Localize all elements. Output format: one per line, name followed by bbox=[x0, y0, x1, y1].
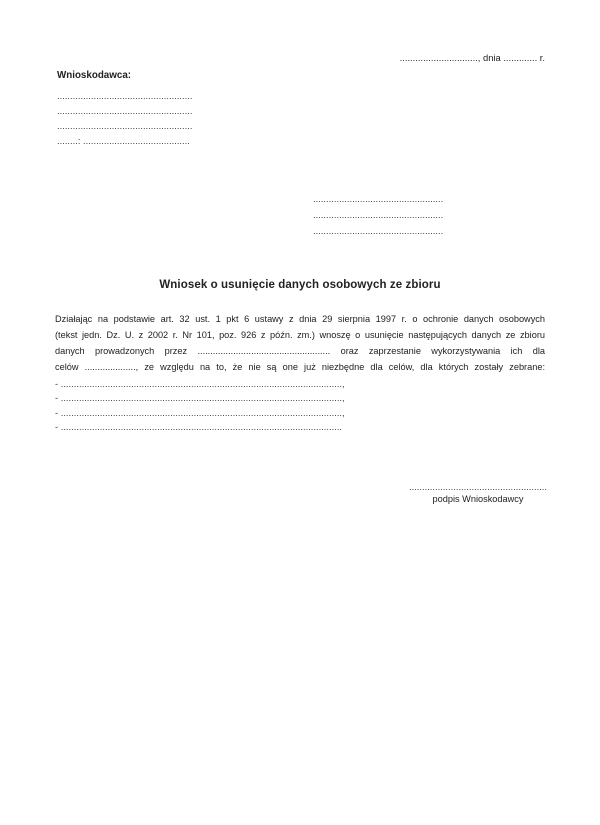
body-paragraph-line: Działając na podstawie art. 32 ust. 1 pkt 6 ustawy z dnia 29 sierpnia 1997 r. o ochronie danych osobowych bbox=[55, 314, 545, 324]
applicant-label: Wnioskodawca: bbox=[57, 70, 132, 81]
deletion-item-line: - ............................................................................................................ bbox=[55, 421, 343, 433]
applicant-fill-line: ........: ......................................... bbox=[57, 135, 190, 146]
recipient-fill-line: .................................................. bbox=[313, 225, 444, 236]
deletion-items-list bbox=[55, 377, 545, 435]
deletion-item-line: - ............................................................................................................, bbox=[55, 406, 345, 418]
body-paragraph-line: danych prowadzonych przez .................................................... oraz zaprzestanie wykorzystywania ich dla bbox=[55, 346, 545, 356]
signature-caption: podpis Wnioskodawcy bbox=[432, 494, 524, 504]
signature-block bbox=[408, 481, 548, 506]
signature-fill-line: ..................................................... bbox=[408, 481, 548, 492]
body-paragraph-line: (tekst jedn. Dz. U. z 2002 r. Nr 101, poz. 926 z późn. zm.) wnoszę o usunięcie następujących danych ze zbioru bbox=[55, 330, 545, 340]
recipient-fill-line: .................................................. bbox=[313, 193, 444, 204]
recipient-block bbox=[313, 191, 443, 239]
applicant-fill-line: .................................................... bbox=[57, 120, 193, 131]
body-paragraph-line: celów ...................., ze względu na to, że nie są one już niezbędne dla celów, dla których zostały zebrane: bbox=[55, 362, 545, 372]
deletion-item-line: - ............................................................................................................, bbox=[55, 392, 345, 404]
body-paragraph bbox=[55, 311, 545, 375]
applicant-fill-line: .................................................... bbox=[57, 105, 193, 116]
applicant-block bbox=[57, 70, 192, 148]
document-title: Wniosek o usunięcie danych osobowych ze zbioru bbox=[159, 279, 441, 291]
recipient-fill-line: .................................................. bbox=[313, 209, 444, 220]
date-line: .............................., dnia ............. r. bbox=[399, 52, 545, 63]
deletion-item-line: - ............................................................................................................, bbox=[55, 378, 345, 389]
applicant-fill-line: .................................................... bbox=[57, 90, 193, 101]
